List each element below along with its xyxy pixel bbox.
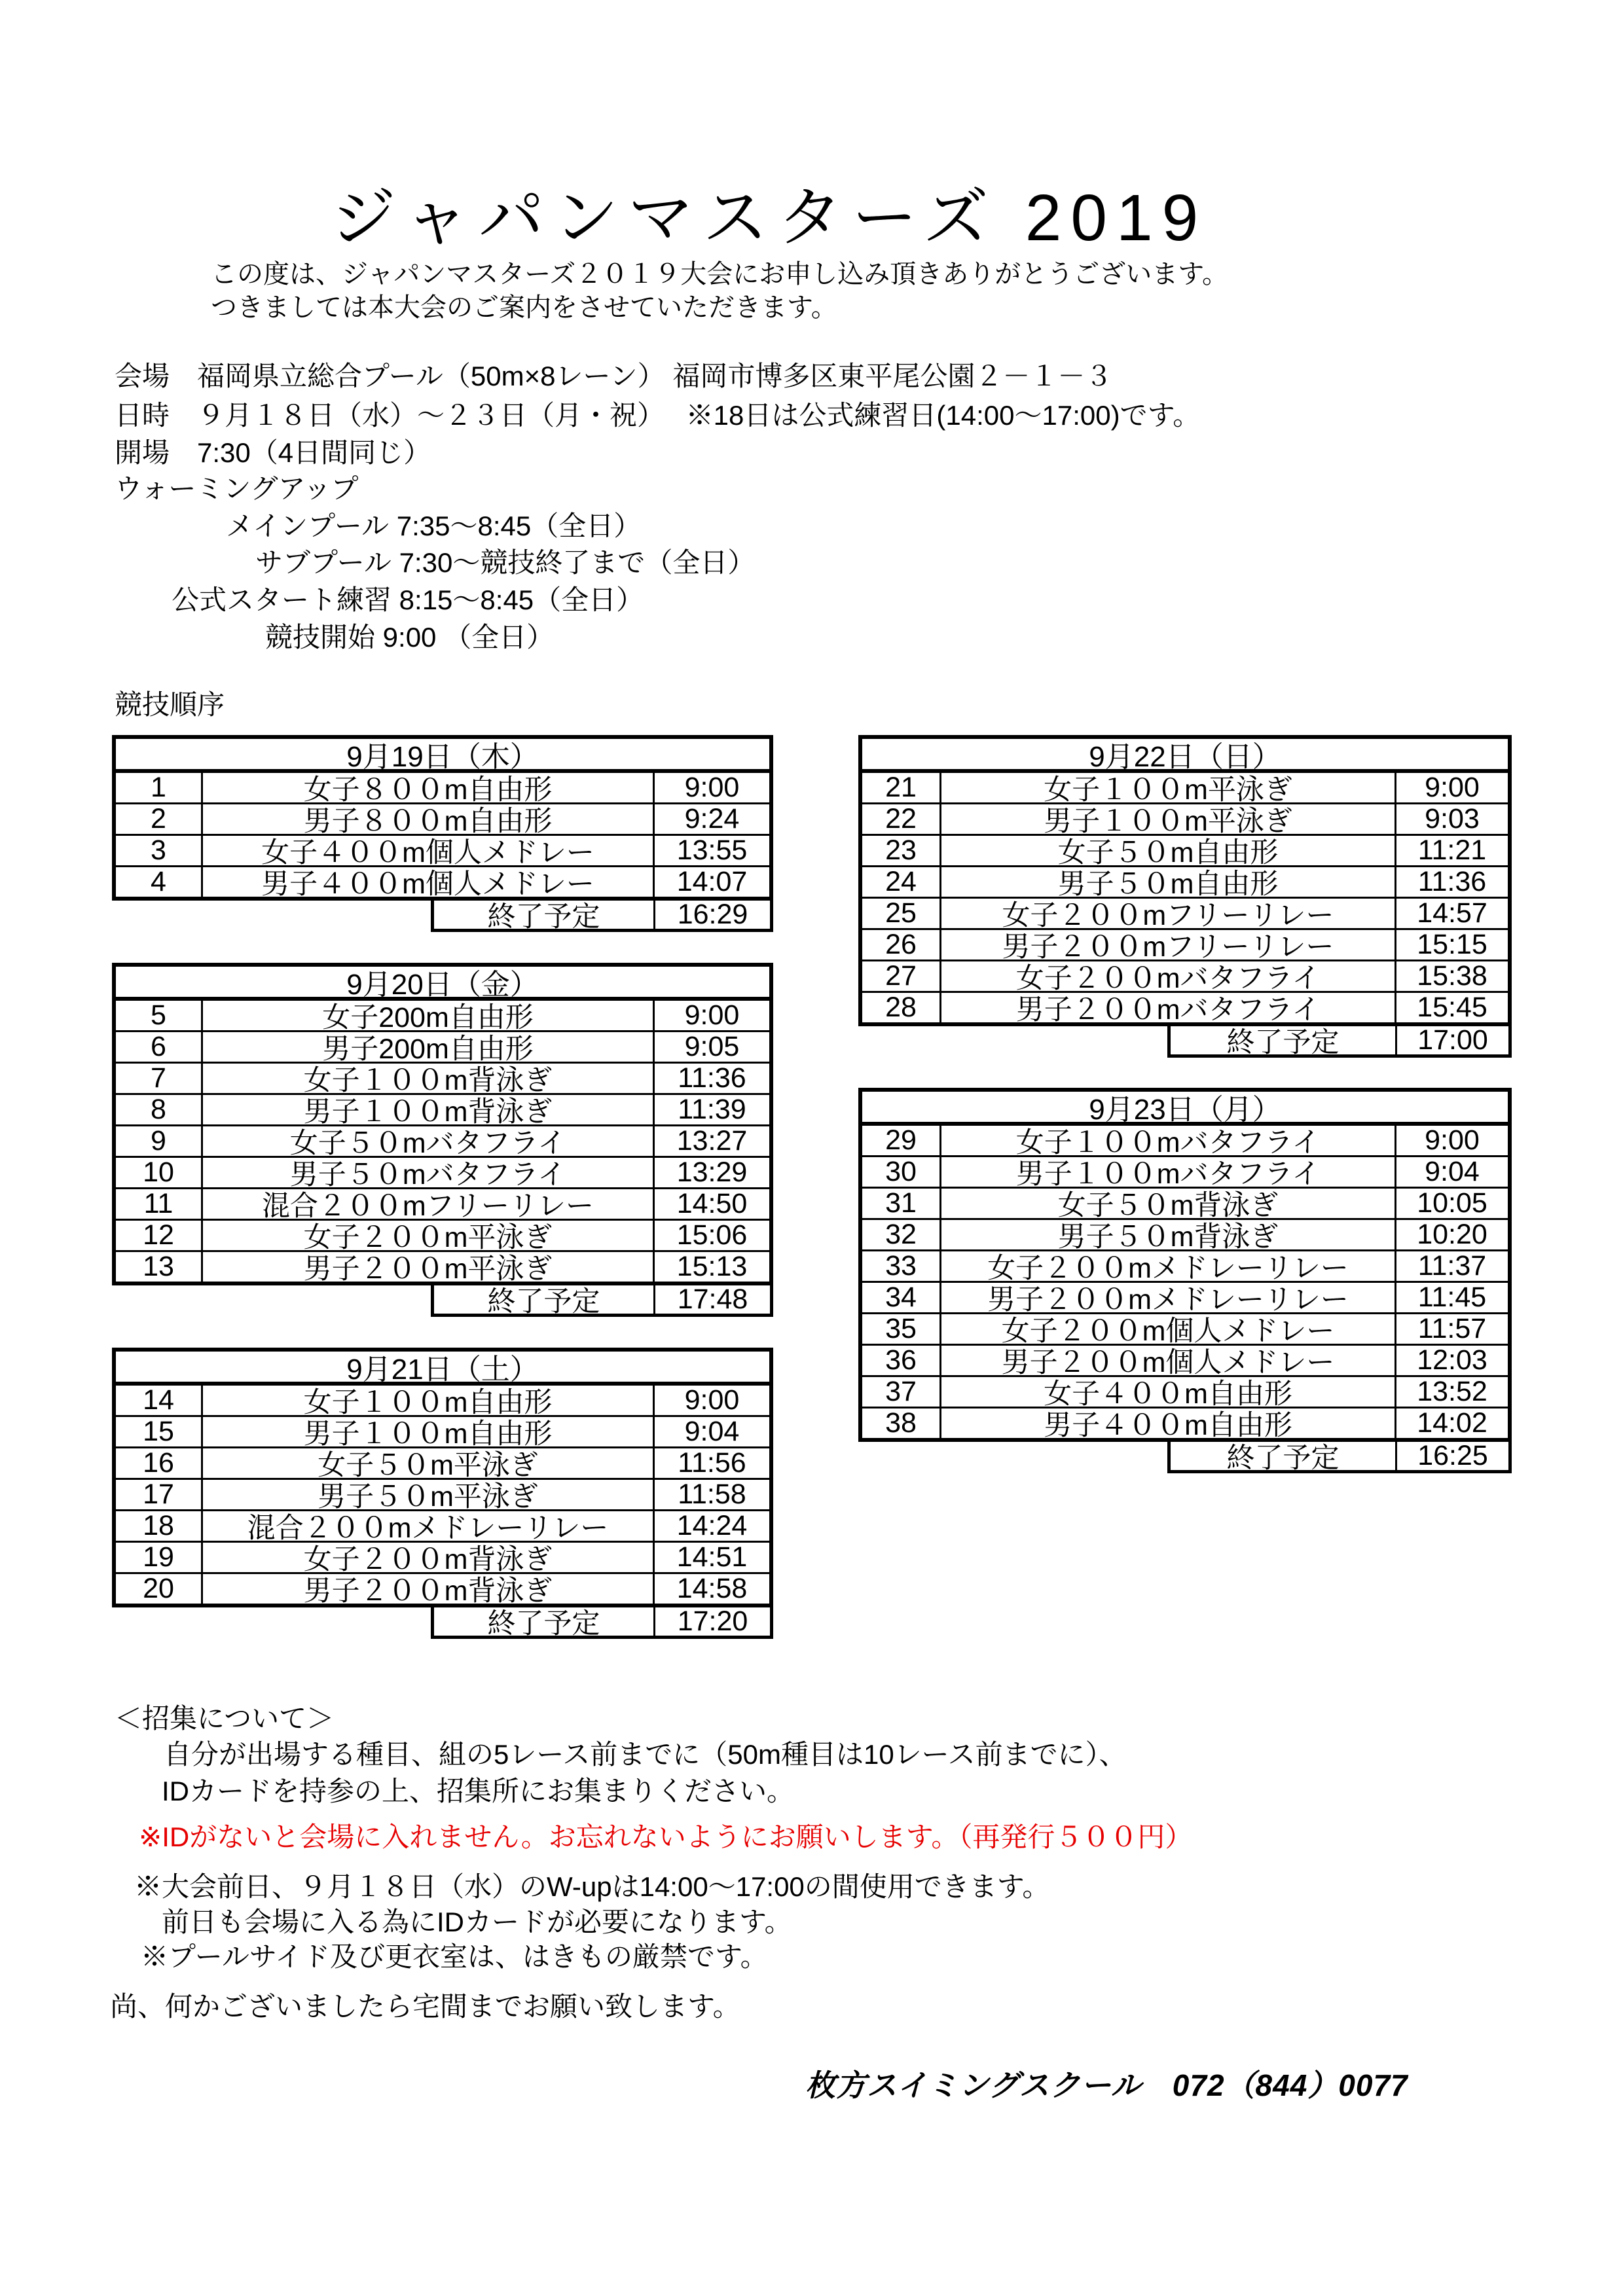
event-row (116, 866, 769, 900)
event-name: 男子200m自由形 (322, 1033, 534, 1065)
event-number: 18 (116, 1511, 203, 1541)
event-number: 37 (862, 1377, 941, 1407)
event-time: 10:20 (1395, 1220, 1508, 1249)
event-number: 9 (116, 1126, 203, 1156)
schedule-heading: 競技順序 (115, 689, 225, 720)
event-name: 女子２００m個人メドレー (1001, 1316, 1335, 1347)
event-number: 34 (862, 1283, 941, 1312)
event-number: 33 (862, 1251, 941, 1281)
table-title: 9月21日（土） (112, 1348, 773, 1382)
schedule-table-day1 (112, 735, 773, 932)
schedule-table-day4 (858, 735, 1512, 1058)
id-warning: ※IDがないと会場に入れません。お忘れないようにお願いします。（再発行５００円） (139, 1821, 1193, 1852)
event-number: 20 (116, 1574, 203, 1604)
event-time: 9:00 (653, 773, 769, 802)
event-number: 6 (116, 1032, 203, 1062)
event-number: 13 (116, 1252, 203, 1282)
event-name: 女子２００mバタフライ (1015, 963, 1321, 994)
event-name: 男子４００m個人メドレー (261, 869, 594, 900)
event-number: 14 (116, 1386, 203, 1415)
event-number: 4 (116, 867, 203, 897)
event-number: 19 (116, 1543, 203, 1572)
event-number: 24 (862, 867, 941, 897)
end-label: 終了予定 (487, 1286, 600, 1318)
event-number: 30 (862, 1157, 941, 1187)
event-name: 女子１００m背泳ぎ (303, 1065, 553, 1096)
event-number: 29 (862, 1126, 941, 1155)
event-time: 10:05 (1395, 1189, 1508, 1218)
event-name: 男子２００mフリーリレー (1002, 931, 1334, 963)
warmup-sub-pool-line: サブプール 7:30～競技終了まで（全日） (255, 547, 756, 578)
event-time: 14:50 (653, 1189, 769, 1219)
event-time: 15:15 (1395, 930, 1508, 960)
event-number: 21 (862, 773, 941, 802)
event-name: 男子２００m個人メドレー (1001, 1347, 1335, 1378)
event-number: 8 (116, 1095, 203, 1124)
venue-line: 会場 福岡県立総合プール（50m×8レーン） 福岡市博多区東平尾公園２－１－３ (115, 361, 1113, 391)
doors-open-line: 開場 7:30（4日間同じ） (115, 437, 431, 468)
end-row (1167, 1442, 1512, 1473)
event-number: 2 (116, 804, 203, 834)
event-number: 26 (862, 930, 941, 960)
intro-line-2: つきましては本大会のご案内をさせていただきます。 (211, 293, 837, 322)
event-number: 28 (862, 993, 941, 1022)
event-name: 女子５０m自由形 (1057, 837, 1279, 869)
event-name: 女子５０m背泳ぎ (1057, 1190, 1279, 1221)
event-number: 3 (116, 836, 203, 865)
table-rows (858, 769, 1512, 1026)
event-time: 14:58 (653, 1574, 769, 1604)
event-name: 男子５０mバタフライ (289, 1159, 566, 1191)
event-number: 38 (862, 1408, 941, 1438)
event-name: 男子１００mバタフライ (1015, 1158, 1321, 1190)
event-time: 14:24 (653, 1511, 769, 1541)
end-time: 16:25 (1395, 1442, 1508, 1470)
table-title: 9月20日（金） (112, 963, 773, 997)
event-number: 11 (116, 1189, 203, 1219)
event-number: 35 (862, 1314, 941, 1344)
event-name: 女子２００mメドレーリレー (987, 1253, 1349, 1284)
official-start-practice-line: 公式スタート練習 8:15～8:45（全日） (172, 584, 644, 615)
event-time: 9:03 (1395, 804, 1508, 834)
end-label: 終了予定 (1226, 1027, 1340, 1058)
event-number: 16 (116, 1448, 203, 1478)
event-row (116, 1251, 769, 1285)
event-time: 14:07 (653, 867, 769, 897)
table-title: 9月22日（日） (858, 735, 1512, 769)
event-number: 31 (862, 1189, 941, 1218)
event-number: 32 (862, 1220, 941, 1249)
event-name: 男子５０m背泳ぎ (1057, 1221, 1279, 1253)
page-title: ジャパンマスターズ 2019 (331, 181, 1208, 255)
event-number: 12 (116, 1221, 203, 1250)
event-time: 13:55 (653, 836, 769, 865)
schedule-table-day5 (858, 1088, 1512, 1473)
end-time: 17:20 (653, 1607, 770, 1636)
event-row (862, 1407, 1508, 1441)
event-name: 男子２００m背泳ぎ (303, 1575, 553, 1607)
event-name: 女子１００mバタフライ (1015, 1127, 1321, 1158)
event-name: 女子４００m個人メドレー (261, 837, 594, 869)
event-time: 11:56 (653, 1448, 769, 1478)
event-number: 22 (862, 804, 941, 834)
event-number: 25 (862, 899, 941, 928)
end-time: 17:00 (1395, 1026, 1508, 1054)
event-time: 11:21 (1395, 836, 1508, 865)
event-time: 9:00 (653, 1001, 769, 1030)
event-number: 10 (116, 1158, 203, 1187)
event-name: 男子４００m自由形 (1044, 1410, 1292, 1441)
event-time: 9:00 (653, 1386, 769, 1415)
event-time: 13:29 (653, 1158, 769, 1187)
schedule-table-day3 (112, 1348, 773, 1639)
event-time: 11:58 (653, 1480, 769, 1509)
event-name: 混合２００mメドレーリレー (247, 1513, 609, 1544)
datetime-line: 日時 ９月１８日（水）～２３日（月・祝） ※18日は公式練習日(14:00～17:00)です。 (115, 400, 1201, 431)
event-name: 女子２００m背泳ぎ (303, 1544, 553, 1575)
event-name: 男子５０m自由形 (1057, 869, 1279, 900)
event-time: 14:57 (1395, 899, 1508, 928)
event-name: 混合２００mフリーリレー (261, 1191, 594, 1222)
end-time: 16:29 (653, 901, 770, 929)
schedule-table-day2 (112, 963, 773, 1317)
event-number: 17 (116, 1480, 203, 1509)
event-name: 男子１００m自由形 (303, 1418, 553, 1450)
event-name: 男子５０m平泳ぎ (318, 1481, 538, 1513)
table-rows (858, 1122, 1512, 1442)
event-time: 15:38 (1395, 961, 1508, 991)
call-note-line-2: IDカードを持参の上、招集所にお集まりください。 (162, 1776, 795, 1806)
event-name: 女子２００mフリーリレー (1002, 900, 1334, 931)
contact-line: 枚方スイミングスクール 072（844）0077 (805, 2068, 1408, 2102)
event-time: 15:45 (1395, 993, 1508, 1022)
event-time: 11:39 (653, 1095, 769, 1124)
pre-event-note-line-2: 前日も会場に入る為にIDカードが必要になります。 (162, 1907, 792, 1937)
table-rows (112, 1382, 773, 1607)
event-name: 女子１００m平泳ぎ (1044, 774, 1292, 806)
end-row (431, 1607, 773, 1639)
table-title: 9月23日（月） (858, 1088, 1512, 1122)
competition-start-line: 競技開始 9:00 （全日） (265, 622, 555, 653)
event-time: 14:51 (653, 1543, 769, 1572)
event-time: 9:05 (653, 1032, 769, 1062)
warmup-heading: ウォーミングアップ (115, 473, 359, 504)
event-name: 男子１００m平泳ぎ (1044, 806, 1292, 837)
event-number: 5 (116, 1001, 203, 1030)
event-time: 15:06 (653, 1221, 769, 1250)
call-heading: ＜招集について＞ (115, 1703, 335, 1734)
event-number: 15 (116, 1417, 203, 1446)
event-name: 男子２００mバタフライ (1015, 994, 1321, 1026)
end-time: 17:48 (653, 1285, 770, 1314)
event-number: 27 (862, 961, 941, 991)
event-time: 9:24 (653, 804, 769, 834)
closing-note: 尚、何かございましたら宅間までお願い致します。 (110, 1991, 740, 2022)
event-name: 男子２００mメドレーリレー (987, 1284, 1349, 1316)
end-row (431, 901, 773, 932)
event-row (862, 992, 1508, 1026)
event-time: 9:04 (653, 1417, 769, 1446)
end-label: 終了予定 (487, 1608, 600, 1640)
end-row (1167, 1026, 1512, 1058)
table-rows (112, 769, 773, 901)
event-time: 15:13 (653, 1252, 769, 1282)
event-name: 女子８００m自由形 (303, 774, 553, 806)
event-number: 1 (116, 773, 203, 802)
event-time: 11:37 (1395, 1251, 1508, 1281)
event-name: 男子２００m平泳ぎ (303, 1253, 553, 1285)
call-note-line-1: 自分が出場する種目、組の5レース前までに（50m種目は10レース前までに）、 (164, 1739, 1127, 1770)
event-time: 11:36 (653, 1064, 769, 1093)
event-time: 13:27 (653, 1126, 769, 1156)
event-name: 女子５０m平泳ぎ (318, 1450, 538, 1481)
event-name: 男子８００m自由形 (303, 806, 553, 837)
event-name: 女子200m自由形 (322, 1002, 534, 1033)
pre-event-note-line-1: ※大会前日、９月１８日（水）のW-upは14:00～17:00の間使用できます。 (134, 1871, 1050, 1902)
end-label: 終了予定 (487, 901, 600, 933)
event-time: 9:00 (1395, 773, 1508, 802)
event-time: 12:03 (1395, 1346, 1508, 1375)
table-rows (112, 997, 773, 1285)
end-label: 終了予定 (1226, 1443, 1340, 1474)
event-time: 9:00 (1395, 1126, 1508, 1155)
event-time: 13:52 (1395, 1377, 1508, 1407)
event-name: 女子５０mバタフライ (289, 1128, 566, 1159)
event-time: 11:36 (1395, 867, 1508, 897)
poolside-note: ※プールサイド及び更衣室は、はきもの厳禁です。 (141, 1941, 768, 1972)
event-time: 14:02 (1395, 1408, 1508, 1438)
event-time: 11:57 (1395, 1314, 1508, 1344)
event-number: 36 (862, 1346, 941, 1375)
event-number: 23 (862, 836, 941, 865)
event-time: 11:45 (1395, 1283, 1508, 1312)
event-name: 男子１００m背泳ぎ (303, 1096, 553, 1128)
intro-line-1: この度は、ジャパンマスターズ２０１９大会にお申し込み頂きありがとうございます。 (211, 260, 1228, 289)
event-name: 女子４００m自由形 (1044, 1378, 1292, 1410)
event-name: 女子２００m平泳ぎ (303, 1222, 553, 1253)
warmup-main-pool-line: メインプール 7:35～8:45（全日） (226, 511, 642, 541)
event-row (116, 1573, 769, 1607)
event-name: 女子１００m自由形 (303, 1387, 553, 1418)
end-row (431, 1285, 773, 1317)
event-time: 9:04 (1395, 1157, 1508, 1187)
table-title: 9月19日（木） (112, 735, 773, 769)
event-number: 7 (116, 1064, 203, 1093)
